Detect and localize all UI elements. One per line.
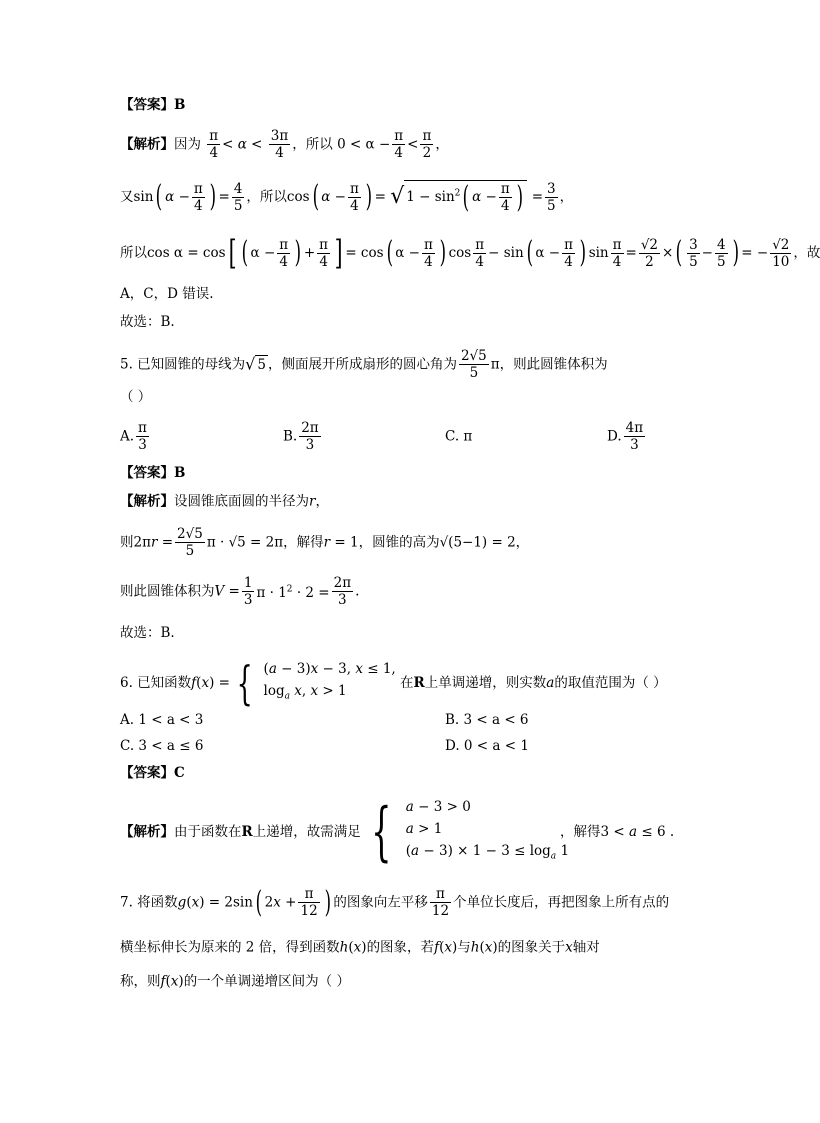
- analysis-4-conclusion: 故选：B.: [120, 314, 175, 330]
- q6-option-a: A. 1 < a < 3: [120, 712, 204, 728]
- question-7-line-3: 称，则f(x)的一个单调递增区间为（ ）: [120, 973, 350, 990]
- q6-option-d: D. 0 < a < 1: [445, 738, 529, 754]
- question-7-line-2: 横坐标伸长为原来的 2 倍，得到函数h(x)的图象，若f(x)与h(x)的图象关于x轴对: [120, 939, 600, 956]
- q6-option-b: B. 3 < a < 6: [445, 712, 529, 728]
- analysis-4-line-3: 所以cos α = cos[ ( α − $\frac{\pi}{4}$ ) + $\frac{\pi}{4}$ ] = cos( α − $\frac{\pi}{4}$ ) cos $\frac{\pi}{4}$ − sin( α − $\frac{\pi}{4}$ ) sin $\frac{\pi}{4}$ = $\frac{√2}{2}$ ×( $\frac{3}{5}$ − $\frac{4}{5}$ ) = − $\frac{√2}{10}$ ，故: [120, 233, 820, 273]
- answer-4: 【答案】B: [120, 97, 186, 113]
- analysis-6: 【解析】由于函数在R上递增，故需满足 { a − 3 > 0 a > 1 $(a - 3) \times 1 - 3 \le \log_a 1$ ，解得3 < a ≤ 6 .: [120, 794, 675, 869]
- q5-option-d: D. $\frac{4\pi}{3}$: [607, 420, 644, 453]
- analysis-5-line-2: 则2πr = $\frac{2√5}{5}$ π · √5 = 2π，解得r = 1，圆锥的高为√(5−1) = 2，: [120, 526, 530, 559]
- analysis-4-line-4: A，C，D 错误.: [120, 286, 214, 302]
- question-6-stem: 6. 已知函数f(x) = { (a − 3)x − 3, x ≤ 1, $\log_a x$, x > 1 在R上单调递增，则实数a的取值范围为（ ）: [120, 655, 667, 710]
- q6-option-c: C. 3 < a ≤ 6: [120, 738, 204, 754]
- q5-option-a: A. $\frac{\pi}{3}$: [120, 420, 147, 453]
- analysis-4-line-2: 又sin( α − $\frac{\pi}{4}$ ) = $\frac{4}{5}$ ，所以cos( α − $\frac{\pi}{4}$ ) = √ $1 - \sin^2$( α − $\frac{\pi}{4}$ ) = $\frac{3}{5}$ ，: [120, 179, 574, 215]
- answer-6: 【答案】C: [120, 765, 185, 781]
- analysis-4-line-1: 【解析】因为 $\frac{\pi}{4}$ < α < $\frac{3\pi}{4}$ ，所以 0 < α − $\frac{\pi}{4}$ < $\frac{\pi}{2}$ ，: [120, 128, 449, 161]
- question-5-stem: 5. 已知圆锥的母线为√ 5 ，侧面展开所成扇形的圆心角为 $\frac{2√5}{5}$ π，则此圆锥体积为: [120, 348, 608, 381]
- question-5-paren: （ ）: [120, 389, 152, 405]
- analysis-5-conclusion: 故选：B.: [120, 625, 175, 641]
- q5-option-c: C. π: [445, 428, 473, 445]
- analysis-5-line-3: 则此圆锥体积为V = $\frac{1}{3}$ $\pi \cdot 1^2 \cdot 2$ = $\frac{2\pi}{3}$ .: [120, 575, 360, 608]
- q5-option-b: B. $\frac{2\pi}{3}$: [283, 420, 319, 453]
- answer-5: 【答案】B: [120, 465, 186, 481]
- analysis-5-line-1: 【解析】设圆锥底面圆的半径为r，: [120, 493, 329, 510]
- question-7-line-1: 7. 将函数g(x) = 2sin( 2x + $\frac{\pi}{12}$ ) 的图象向左平移 $\frac{\pi}{12}$ 个单位长度后，再把图象上所有点的: [120, 884, 670, 920]
